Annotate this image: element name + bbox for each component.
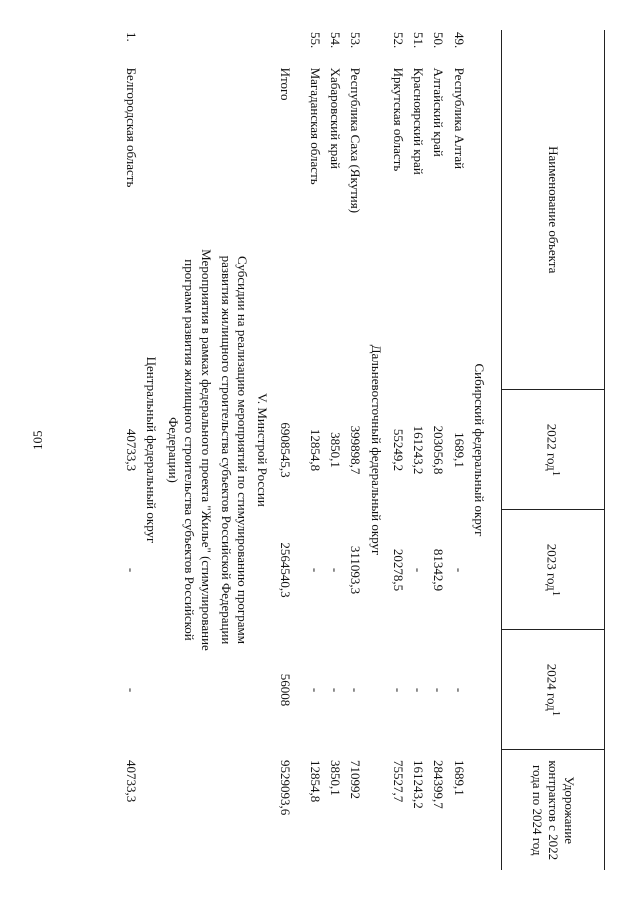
header-2024: 2024 год$^1$ [502,630,605,750]
table-row: 52. Иркутская область 55249,2 20278,5 - 75527,7 [391,32,406,803]
table-row: 55. Магаданская область 12854,8 - - 12854,8 [308,32,323,803]
table-row: 53. Республика Саха (Якутия) 399898,7 311093,3 - 710992 [348,32,364,799]
rotated-table-container [15,30,605,870]
total-row: Итого 6908545,3 2564540,3 56008 9529093,6 [277,67,293,816]
section-ministry: V. Минстрой России [255,393,271,507]
table-row: 51. Красноярский край 161243,2 - - 161243,2 [411,32,427,809]
header-2023: 2023 год$^1$ [502,510,605,630]
section-project: Мероприятия в рамках федерального проекта "Жилье" (стимулирование программ развития жилищного строительства субъектов Российской Федерации) [166,249,214,651]
cost-table [121,30,606,870]
table-row: 54. Хабаровский край 3850,1 - - 3850,1 [328,32,344,796]
table-row: 49. Республика Алтай 1689,1 - - 1689,1 [451,32,467,796]
section-siberian: Сибирский федеральный округ [472,363,487,537]
table-row: 50. Алтайский край 203056,8 81342,9 - 284399,7 [431,32,447,809]
section-central: Центральный федеральный округ [144,356,159,544]
header-2022: 2022 год$^1$ [502,390,605,510]
section-subsidy: Субсидии на реализацию мероприятий по стимулированию программ развития жилищного строительства субъектов Российской Федерации [219,255,251,645]
page-number: 105 [30,430,45,450]
table-row: 1. Белгородская область 40733,3 - - 40733,3 [123,32,139,803]
section-far-east: Дальневосточный федеральный округ [368,344,384,556]
header-name: Наименование объекта [502,30,605,390]
header-diff: Удорожание контрактов с 2022 года по 2024 год [502,750,605,870]
header-row [502,30,605,870]
